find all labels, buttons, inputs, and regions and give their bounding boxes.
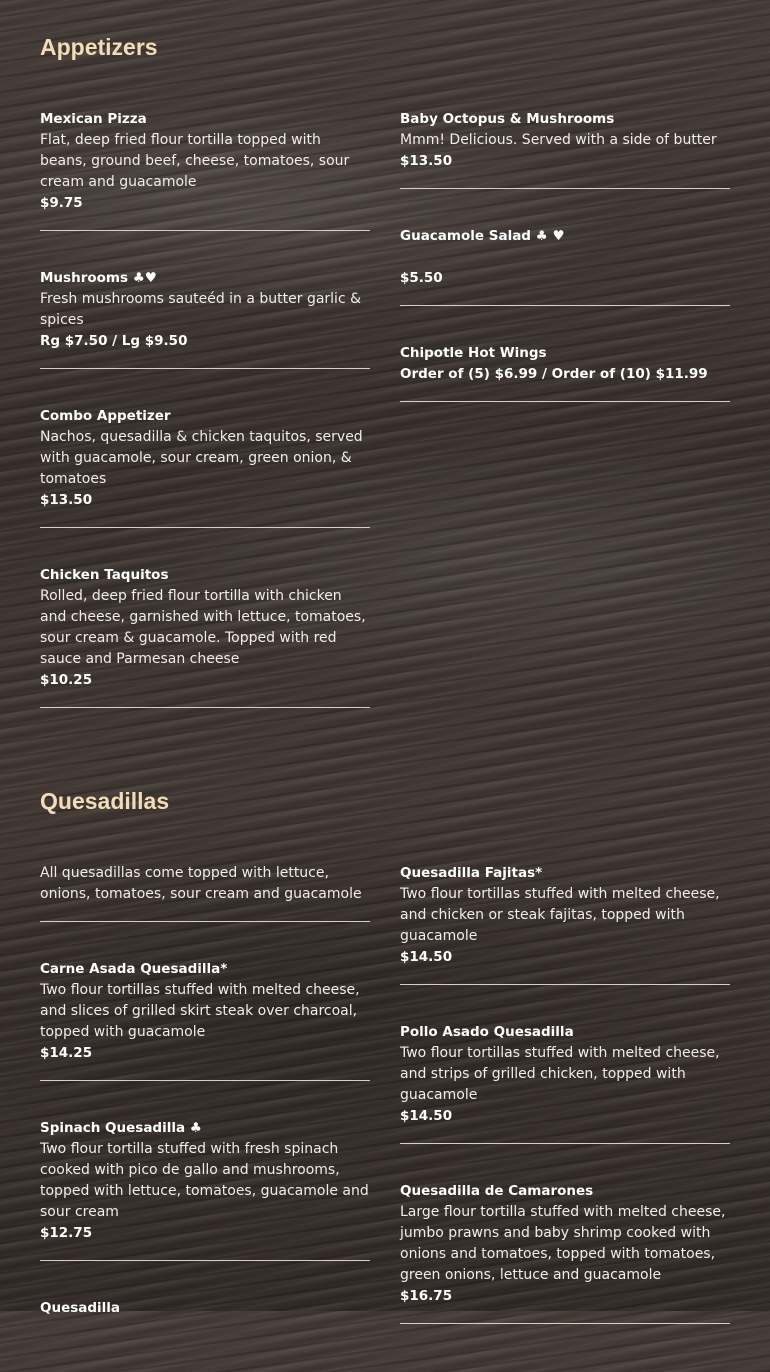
item-name: Combo Appetizer <box>40 408 171 424</box>
item-price: $13.50 <box>40 492 93 508</box>
menu-item <box>40 959 370 1081</box>
appetizers-left-column <box>40 109 370 745</box>
menu-item <box>40 1118 370 1261</box>
quesadillas-note <box>40 863 370 922</box>
menu-item <box>400 863 730 985</box>
item-name: Mushrooms ♣♥ <box>40 270 157 286</box>
quesadillas-heading: Quesadillas <box>40 788 170 814</box>
item-price: $12.75 <box>40 1225 93 1241</box>
menu-item <box>400 343 730 402</box>
item-description: Rolled, deep fried flour tortilla with chicken and cheese, garnished with lettuce, tomatoes, sour cream & guacamole. Topped with red sauce and Parmesan cheese <box>40 588 366 667</box>
menu-item <box>40 268 370 369</box>
item-description: Fresh mushrooms sauteéd in a butter garlic & spices <box>40 291 362 328</box>
item-name: Pollo Asado Quesadilla <box>400 1024 574 1040</box>
item-description: Two flour tortillas stuffed with melted cheese, and chicken or steak fajitas, topped with guacamole <box>400 886 720 944</box>
item-name: Quesadilla <box>40 1300 121 1316</box>
item-price: $16.75 <box>400 1288 453 1304</box>
quesadillas-right-column <box>400 863 730 1361</box>
menu-item <box>400 1181 730 1324</box>
item-description: Mmm! Delicious. Served with a side of butter <box>400 132 717 148</box>
item-name: Chicken Taquitos <box>40 567 169 583</box>
item-price: $9.75 <box>40 195 83 211</box>
item-description: Nachos, quesadilla & chicken taquitos, served with guacamole, sour cream, green onion, & tomatoes <box>40 429 363 487</box>
item-description: Two flour tortillas stuffed with melted cheese, and strips of grilled chicken, topped with guacamole <box>400 1045 720 1103</box>
item-description: Large flour tortilla stuffed with melted cheese, jumbo prawns and baby shrimp cooked with onions and tomatoes, topped with tomatoes, green onions, lettuce and guacamole <box>400 1204 726 1283</box>
item-price: Order of (5) $6.99 / Order of (10) $11.99 <box>400 366 708 382</box>
menu-item <box>400 1022 730 1144</box>
item-price: $14.50 <box>400 1108 453 1124</box>
item-description: Two flour tortillas stuffed with melted cheese, and slices of grilled skirt steak over charcoal, topped with guacamole <box>40 982 360 1040</box>
item-price: $14.50 <box>400 949 453 965</box>
item-name: Quesadilla de Camarones <box>400 1183 594 1199</box>
item-name: Guacamole Salad ♣ ♥ <box>400 228 565 244</box>
item-price: Rg $7.50 / Lg $9.50 <box>40 333 188 349</box>
item-name: Chipotle Hot Wings <box>400 345 547 361</box>
item-description <box>400 247 730 268</box>
item-price: $13.50 <box>400 153 453 169</box>
item-price: $14.25 <box>40 1045 93 1061</box>
appetizers-right-column <box>400 109 730 439</box>
item-name: Baby Octopus & Mushrooms <box>400 111 615 127</box>
appetizers-heading: Appetizers <box>40 34 158 60</box>
item-name: Carne Asada Quesadilla* <box>40 961 228 977</box>
item-name: Quesadilla Fajitas* <box>400 865 543 881</box>
section-note: All quesadillas come topped with lettuce, onions, tomatoes, sour cream and guacamole <box>40 865 362 902</box>
item-description: Two flour tortilla stuffed with fresh spinach cooked with pico de gallo and mushrooms, topped with lettuce, tomatoes, guacamole and sour cream <box>40 1141 369 1220</box>
menu-item <box>40 565 370 708</box>
menu-item <box>400 109 730 189</box>
item-name: Spinach Quesadilla ♣ <box>40 1120 202 1136</box>
menu-item <box>40 406 370 528</box>
item-price: $10.25 <box>40 672 93 688</box>
item-description: Flat, deep fried flour tortilla topped with beans, ground beef, cheese, tomatoes, sour cream and guacamole <box>40 132 350 190</box>
menu-item <box>400 226 730 306</box>
menu-item <box>40 109 370 231</box>
quesadillas-left-column <box>40 863 370 1372</box>
item-price: $5.50 <box>400 270 443 286</box>
item-name: Mexican Pizza <box>40 111 147 127</box>
menu-item <box>40 1298 370 1335</box>
